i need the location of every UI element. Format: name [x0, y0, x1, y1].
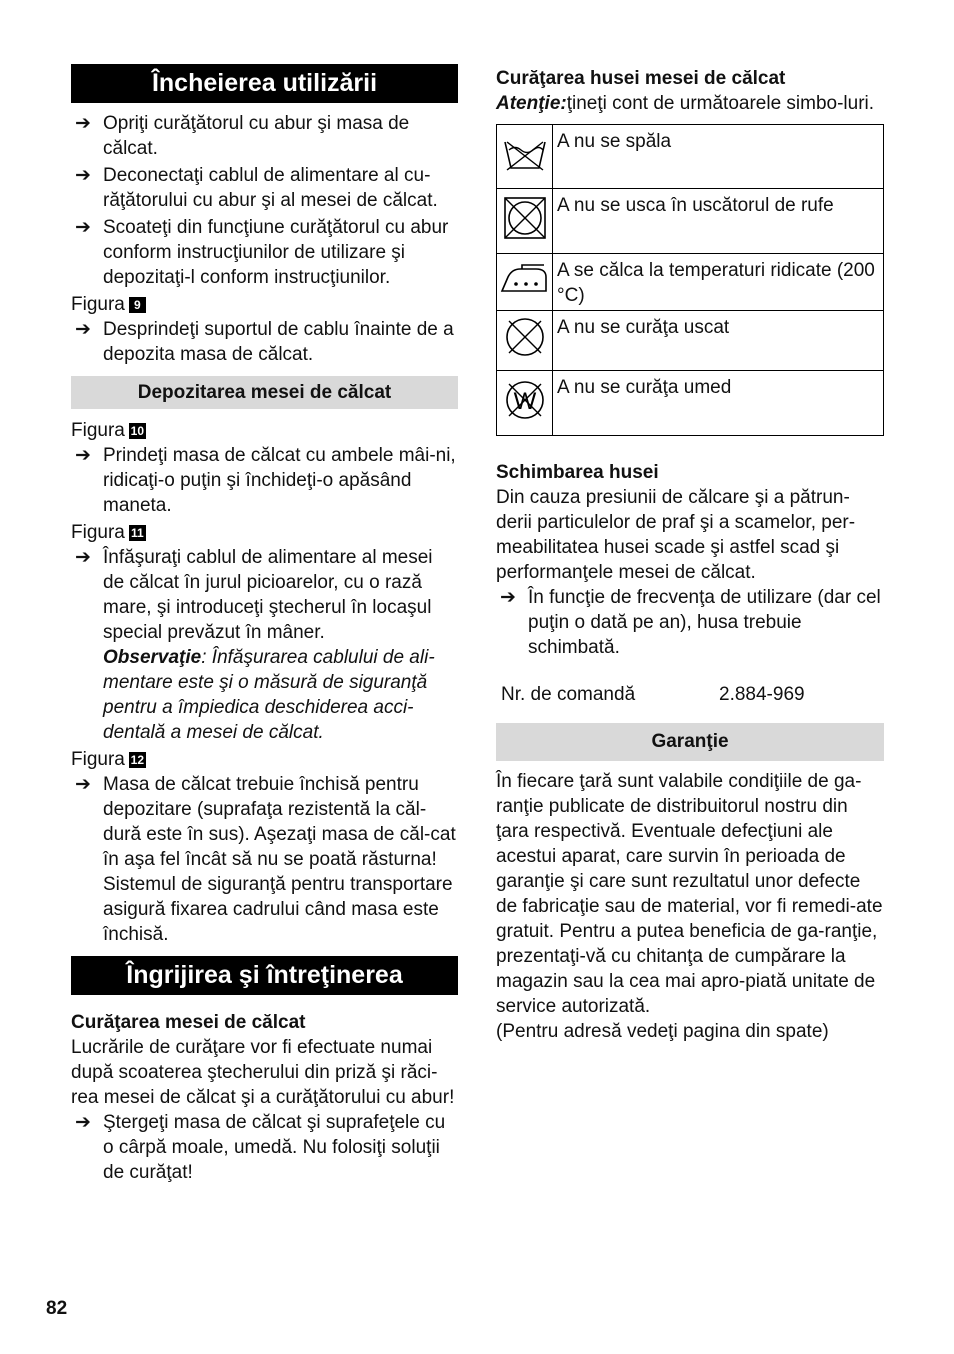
- cover-replace-text: Din cauza presiunii de călcare şi a pătrun-derii particulelor de praf şi a scamelor, per-meabilitatea husei scade şi astfel scad şi performanţele mesei de călcat.: [496, 487, 856, 583]
- arrow-right-icon: ➔: [75, 774, 91, 795]
- symbol-description: A nu se curăţa uscat: [553, 311, 884, 371]
- symbol-description: A nu se curăţa umed: [553, 371, 884, 436]
- subsection-title-cover-replace: Schimbarea husei: [496, 462, 659, 483]
- step-item: ➔ Ştergeţi masa de călcat şi suprafeţele cu o cârpă moale, umedă. Nu folosiţi soluţii de curăţat!: [75, 1112, 446, 1183]
- figure-reference: Figura 10: [71, 420, 145, 441]
- subsection-title-storage: Depozitarea mesei de călcat: [71, 376, 458, 409]
- right-column: [496, 66, 884, 1044]
- no-wet-clean-icon: [497, 371, 553, 436]
- order-number-row: [496, 682, 884, 707]
- warranty-text: În fiecare ţară sunt valabile condiţiile de ga-ranţie publicate de distribuitorul nostru din ţara respectivă. Eventuale defecţiuni ale acestui aparat, care survin în perioada de garanţie şi care sunt rezultatul unor defecte de fabricaţie sau de material, vor fi remedi-ate gratuit. Pentru a putea beneficia de ga-ranţie, prezentaţi-vă cu chitanţa de cumpărare la magazin sau la cea mai apro-piată unitate de service autorizată.: [496, 771, 883, 1017]
- arrow-right-icon: ➔: [75, 165, 91, 186]
- section-title-care: Îngrijirea şi întreţinerea: [71, 956, 458, 995]
- figure-reference: Figura 12: [71, 749, 145, 770]
- page-number: 82: [46, 1298, 68, 1319]
- svg-text:W: W: [513, 387, 536, 415]
- attention-text: Atenţie:ţineţi cont de următoarele simbo-luri.: [496, 93, 875, 114]
- figure-number-badge: 10: [130, 424, 145, 438]
- arrow-right-icon: ➔: [75, 445, 91, 466]
- table-row: [497, 371, 884, 436]
- cleaning-text: Lucrările de curăţare vor fi efectuate numai după scoaterea ştecherului din priză şi răci-rea mesei de călcat şi a curăţătorului cu abur!: [71, 1037, 455, 1108]
- no-dry-clean-icon: [497, 311, 553, 371]
- figure-number-badge: 12: [130, 753, 145, 767]
- warranty-address: (Pentru adresă vedeţi pagina din spate): [496, 1021, 829, 1042]
- arrow-right-icon: ➔: [500, 587, 516, 608]
- care-symbols-table: [496, 124, 884, 436]
- step-item: ➔ În funcţie de frecvenţa de utilizare (dar cel puţin o dată pe an), husa trebuie schimbată.: [500, 587, 881, 658]
- section-title-end-use: Încheierea utilizării: [71, 64, 458, 103]
- table-row: [497, 189, 884, 254]
- no-wash-icon: [497, 125, 553, 189]
- arrow-right-icon: ➔: [75, 217, 91, 238]
- step-item: ➔ Înfăşuraţi cablul de alimentare al mesei de călcat în jurul picioarelor, cu o rază mare, şi introduceţi ştecherul în locaşul special prevăzut în mâner.: [75, 547, 433, 643]
- order-number-value: 2.884-969: [719, 684, 805, 705]
- symbol-description: A nu se spăla: [553, 125, 884, 189]
- arrow-right-icon: ➔: [75, 319, 91, 340]
- iron-high-temp-icon: [497, 254, 553, 311]
- table-row: [497, 254, 884, 311]
- step-item: ➔ Masa de călcat trebuie închisă pentru depozitare (suprafaţa rezistentă la căl-dură este în sus). Aşezaţi masa de căl-cat în aşa fel încât să nu se poată răsturna! Sistemul de siguranţă pentru transportare asigură fixarea cadrului când masa este închisă.: [75, 774, 456, 945]
- order-number-label: Nr. de comandă: [501, 684, 636, 705]
- arrow-right-icon: ➔: [75, 1112, 91, 1133]
- figure-number-badge: 9: [129, 297, 146, 313]
- figure-reference: Figura 11: [71, 520, 458, 545]
- symbol-description: A se călca la temperaturi ridicate (200 °C): [553, 254, 884, 311]
- step-item: ➔ Deconectaţi cablul de alimentare al cu-răţătorului cu abur şi al mesei de călcat.: [75, 165, 438, 211]
- step-item: ➔ Desprindeţi suportul de cablu înainte de a depozita masa de călcat.: [75, 319, 454, 365]
- no-tumble-dry-icon: [497, 189, 553, 254]
- figure-reference: Figura 9: [71, 292, 458, 317]
- subsection-title-cover-cleaning: Curăţarea husei mesei de călcat: [496, 68, 786, 89]
- table-row: [497, 311, 884, 371]
- left-column: [71, 64, 458, 1185]
- arrow-right-icon: ➔: [75, 113, 91, 134]
- step-item: ➔ Scoateţi din funcţiune curăţătorul cu abur conform instrucţiunilor de utilizare şi depozitaţi-l conform instrucţiunilor.: [75, 217, 449, 288]
- subsection-title-cleaning: Curăţarea mesei de călcat: [71, 1012, 306, 1033]
- step-item: ➔ Prindeţi masa de călcat cu ambele mâi-ni, ridicaţi-o puţin şi închideţi-o apăsând maneta.: [75, 445, 456, 516]
- symbol-description: A nu se usca în uscătorul de rufe: [553, 189, 884, 254]
- subsection-title-warranty: Garanţie: [496, 723, 884, 761]
- arrow-right-icon: ➔: [75, 547, 91, 568]
- figure-number-badge: 11: [129, 525, 146, 541]
- note-observation: Observaţie: Înfăşurarea cablului de ali-mentare este şi o măsură de siguranţă pentru a împiedica deschiderea acci-dentală a mesei de călcat.: [103, 647, 435, 743]
- table-row: [497, 125, 884, 189]
- step-item: ➔ Opriţi curăţătorul cu abur şi masa de călcat.: [75, 113, 410, 159]
